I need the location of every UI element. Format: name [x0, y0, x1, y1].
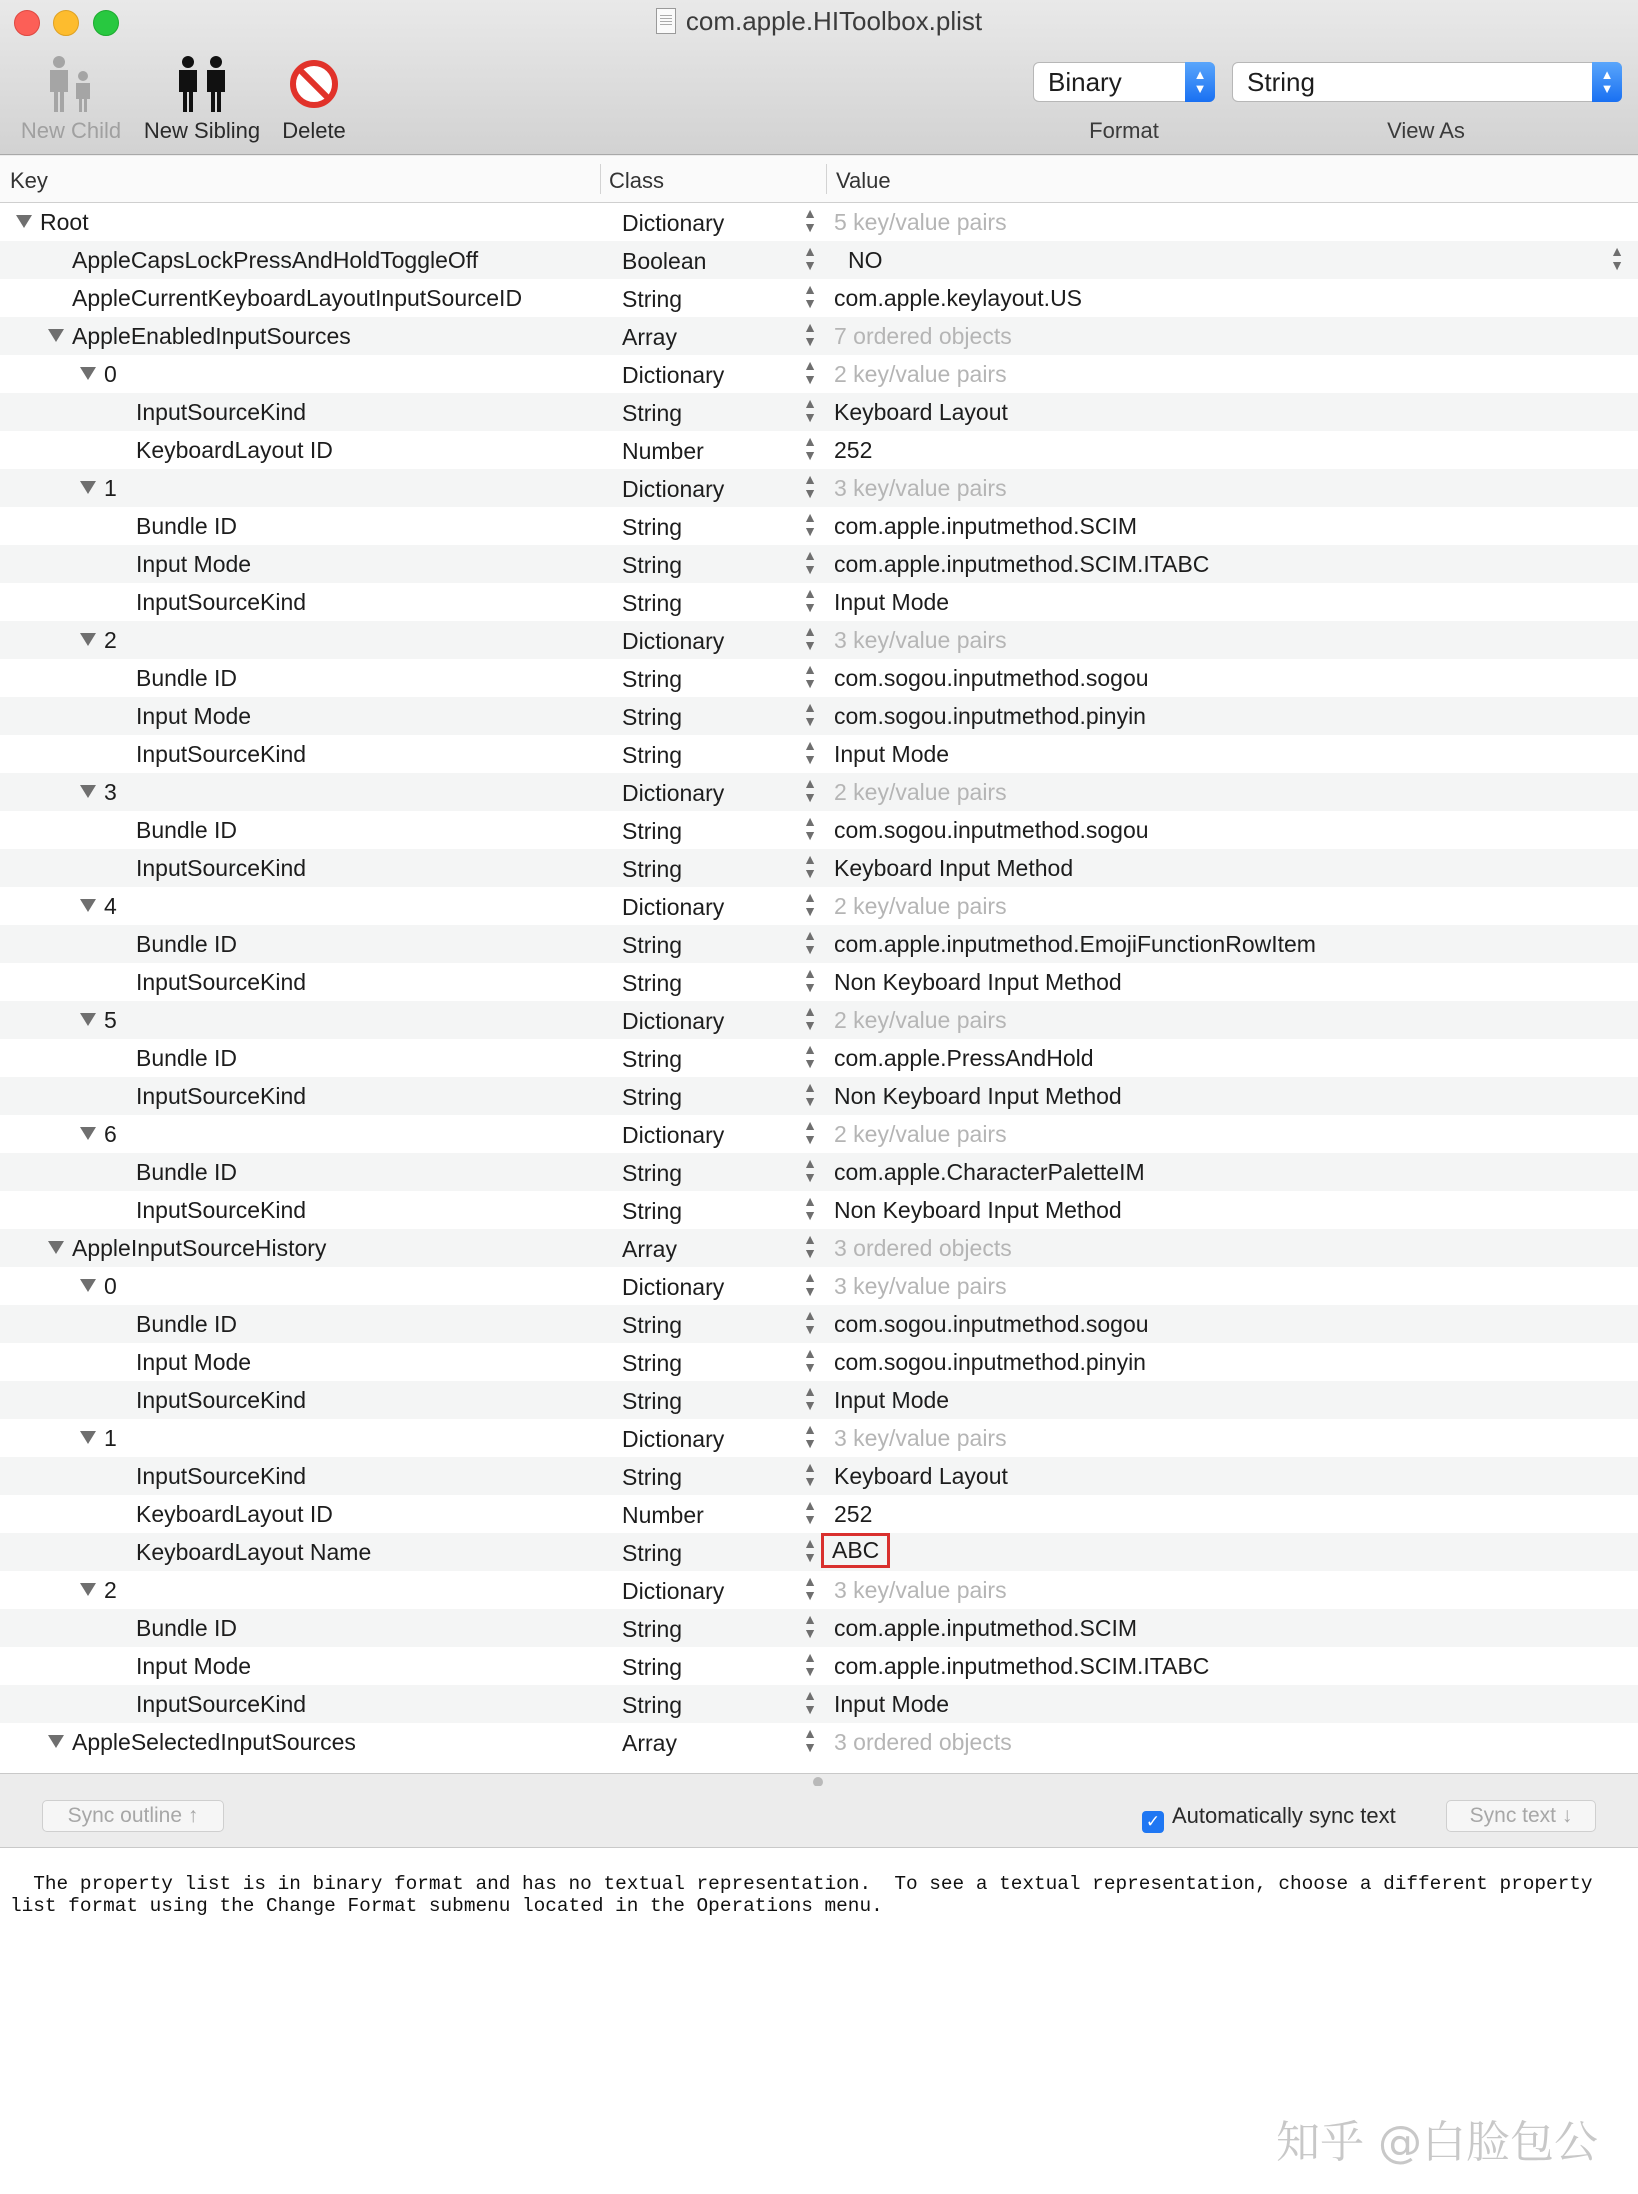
row-value[interactable]: com.sogou.inputmethod.sogou [834, 817, 1149, 843]
row-class: String [622, 818, 683, 844]
disclosure-triangle-icon[interactable] [80, 785, 96, 798]
row-value[interactable]: Keyboard Input Method [834, 855, 1074, 881]
new-sibling-icon [138, 50, 266, 118]
row-value: 3 key/value pairs [834, 1577, 1007, 1603]
row-key: InputSourceKind [136, 855, 307, 881]
new-child-icon [10, 50, 132, 118]
row-key: 4 [104, 893, 117, 919]
outline-row[interactable] [0, 1229, 1638, 1267]
outline-row[interactable] [0, 963, 1638, 1001]
outline-row[interactable] [0, 1495, 1638, 1533]
class-stepper-icon[interactable]: ▲ ▼ [803, 1269, 817, 1299]
outline-row[interactable] [0, 469, 1638, 507]
document-icon [656, 8, 676, 34]
format-value: Binary [1048, 67, 1122, 97]
outline-rows [0, 203, 1638, 1761]
row-class: String [622, 704, 683, 730]
class-stepper-icon[interactable]: ▲ ▼ [803, 205, 817, 235]
class-stepper-icon[interactable]: ▲ ▼ [803, 965, 817, 995]
class-stepper-icon[interactable]: ▲ ▼ [803, 1231, 817, 1261]
row-key: Bundle ID [136, 1045, 238, 1071]
row-class: Number [622, 1502, 704, 1528]
class-stepper-icon[interactable]: ▲ ▼ [803, 319, 817, 349]
outline-row[interactable] [0, 659, 1638, 697]
row-value[interactable]: 252 [834, 437, 873, 463]
view-as-popup[interactable] [1232, 62, 1622, 102]
row-value[interactable]: com.apple.inputmethod.SCIM [834, 513, 1137, 539]
outline-row[interactable] [0, 431, 1638, 469]
row-value[interactable]: com.apple.PressAndHold [834, 1045, 1094, 1071]
row-key: InputSourceKind [136, 1463, 307, 1489]
outline-row[interactable] [0, 317, 1638, 355]
outline-row[interactable] [0, 1685, 1638, 1723]
row-key: InputSourceKind [136, 399, 307, 425]
outline-row[interactable] [0, 887, 1638, 925]
class-stepper-icon[interactable]: ▲ ▼ [803, 851, 817, 881]
plist-text-content: The property list is in binary format and has no textual representation. To see a textual representation, choose a different property list format using the Change Format submenu located in the Operations menu. [10, 1873, 1593, 1917]
row-class: String [622, 856, 683, 882]
class-stepper-icon[interactable]: ▲ ▼ [803, 699, 817, 729]
column-divider[interactable] [826, 164, 827, 194]
class-stepper-icon[interactable]: ▲ ▼ [803, 1307, 817, 1337]
row-class: String [622, 742, 683, 768]
row-class: Boolean [622, 248, 707, 274]
row-value[interactable]: com.apple.inputmethod.SCIM.ITABC [834, 551, 1210, 577]
class-stepper-icon[interactable]: ▲ ▼ [803, 395, 817, 425]
row-key: InputSourceKind [136, 969, 307, 995]
column-header-key[interactable]: Key [10, 168, 48, 193]
disclosure-triangle-icon[interactable] [80, 899, 96, 912]
class-stepper-icon[interactable]: ▲ ▼ [803, 1193, 817, 1223]
class-stepper-icon[interactable]: ▲ ▼ [803, 1079, 817, 1109]
row-class: String [622, 1198, 683, 1224]
row-value[interactable]: com.apple.keylayout.US [834, 285, 1083, 311]
row-key: InputSourceKind [136, 1387, 307, 1413]
row-class: String [622, 552, 683, 578]
row-key: 6 [104, 1121, 117, 1147]
row-key: InputSourceKind [136, 1197, 307, 1223]
outline-row[interactable] [0, 241, 1638, 279]
row-value[interactable]: Keyboard Layout [834, 1463, 1008, 1489]
row-value: 3 ordered objects [834, 1235, 1012, 1261]
disclosure-triangle-icon[interactable] [80, 633, 96, 646]
row-value[interactable]: com.sogou.inputmethod.pinyin [834, 703, 1146, 729]
row-value[interactable]: Keyboard Layout [834, 399, 1008, 425]
outline-row[interactable] [0, 1533, 1638, 1571]
row-key: Root [40, 209, 89, 235]
row-key: Bundle ID [136, 1615, 238, 1641]
row-class: Dictionary [622, 362, 725, 388]
row-class: String [622, 514, 683, 540]
row-value[interactable]: Input Mode [834, 1387, 950, 1413]
class-stepper-icon[interactable]: ▲ ▼ [803, 585, 817, 615]
column-header-value[interactable]: Value [836, 168, 891, 193]
disclosure-triangle-icon[interactable] [80, 481, 96, 494]
outline-row[interactable] [0, 1191, 1638, 1229]
class-stepper-icon[interactable]: ▲ ▼ [803, 1383, 817, 1413]
row-class: String [622, 1160, 683, 1186]
row-class: Dictionary [622, 1426, 725, 1452]
row-class: String [622, 1540, 683, 1566]
row-key: Input Mode [136, 1653, 252, 1679]
row-key: 0 [104, 1273, 117, 1299]
outline-row[interactable] [0, 203, 1638, 241]
outline-row[interactable] [0, 1647, 1638, 1685]
class-stepper-icon[interactable]: ▲ ▼ [803, 1535, 817, 1565]
row-key: KeyboardLayout ID [136, 437, 333, 463]
window-title [0, 6, 1638, 37]
row-class: String [622, 666, 683, 692]
plist-outline[interactable] [0, 156, 1638, 1773]
outline-row[interactable] [0, 697, 1638, 735]
row-value[interactable]: com.apple.CharacterPaletteIM [834, 1159, 1145, 1185]
disclosure-triangle-icon[interactable] [48, 1735, 64, 1748]
row-key: InputSourceKind [136, 589, 307, 615]
row-class: String [622, 932, 683, 958]
row-value[interactable]: com.apple.inputmethod.EmojiFunctionRowItem [834, 931, 1316, 957]
checkmark-icon[interactable]: ✓ [1142, 1811, 1164, 1833]
row-value[interactable]: NO [848, 247, 883, 273]
outline-row[interactable] [0, 1457, 1638, 1495]
row-class: Dictionary [622, 476, 725, 502]
outline-row[interactable] [0, 1723, 1638, 1761]
outline-row[interactable] [0, 773, 1638, 811]
row-class: Dictionary [622, 628, 725, 654]
row-value[interactable]: Input Mode [834, 1691, 950, 1717]
row-class: Dictionary [622, 1274, 725, 1300]
column-divider[interactable] [600, 164, 601, 194]
row-key: Bundle ID [136, 817, 238, 843]
class-stepper-icon[interactable]: ▲ ▼ [803, 471, 817, 501]
row-key: Bundle ID [136, 1159, 238, 1185]
outline-row[interactable] [0, 1343, 1638, 1381]
class-stepper-icon[interactable]: ▲ ▼ [803, 1687, 817, 1717]
outline-row[interactable] [0, 1115, 1638, 1153]
row-key: Bundle ID [136, 665, 238, 691]
row-key: AppleCapsLockPressAndHoldToggleOff [72, 247, 479, 273]
row-value[interactable]: Non Keyboard Input Method [834, 1197, 1122, 1223]
row-class: String [622, 1616, 683, 1642]
outline-row[interactable] [0, 1077, 1638, 1115]
class-stepper-icon[interactable]: ▲ ▼ [803, 547, 817, 577]
disclosure-triangle-icon[interactable] [80, 1583, 96, 1596]
class-stepper-icon[interactable]: ▲ ▼ [803, 623, 817, 653]
row-value: 3 key/value pairs [834, 475, 1007, 501]
row-key: AppleSelectedInputSources [72, 1729, 356, 1755]
outline-row[interactable] [0, 583, 1638, 621]
row-class: String [622, 1046, 683, 1072]
delete-button[interactable] [272, 50, 356, 144]
disclosure-triangle-icon[interactable] [80, 1013, 96, 1026]
outline-row[interactable] [0, 1153, 1638, 1191]
value-popup-icon[interactable]: ▲ ▼ [1610, 243, 1624, 273]
row-class: String [622, 1312, 683, 1338]
row-key: Bundle ID [136, 513, 238, 539]
row-key: InputSourceKind [136, 1691, 307, 1717]
class-stepper-icon[interactable]: ▲ ▼ [803, 1611, 817, 1641]
class-stepper-icon[interactable]: ▲ ▼ [803, 509, 817, 539]
row-key: 1 [104, 475, 117, 501]
row-key: Bundle ID [136, 931, 238, 957]
class-stepper-icon[interactable]: ▲ ▼ [803, 243, 817, 273]
row-class: Array [622, 1730, 677, 1756]
row-value[interactable]: com.sogou.inputmethod.sogou [834, 665, 1149, 691]
view-as-label: View As [1387, 118, 1465, 143]
row-class: String [622, 1654, 683, 1680]
row-value: 2 key/value pairs [834, 1007, 1007, 1033]
column-header-class[interactable]: Class [609, 168, 665, 193]
plist-text-area[interactable] [0, 1848, 1638, 2194]
class-stepper-icon[interactable]: ▲ ▼ [803, 889, 817, 919]
row-class: Array [622, 1236, 677, 1262]
outline-row[interactable] [0, 507, 1638, 545]
class-stepper-icon[interactable]: ▲ ▼ [803, 1649, 817, 1679]
row-value: 3 key/value pairs [834, 1273, 1007, 1299]
outline-row[interactable] [0, 1609, 1638, 1647]
new-sibling-label: New Sibling [143, 118, 261, 143]
row-value: 5 key/value pairs [834, 209, 1007, 235]
outline-row[interactable] [0, 545, 1638, 583]
row-key: 5 [104, 1007, 117, 1033]
row-class: String [622, 400, 683, 426]
outline-row[interactable] [0, 1381, 1638, 1419]
row-class: String [622, 1084, 683, 1110]
row-key: KeyboardLayout ID [136, 1501, 333, 1527]
popup-arrows-icon: ▲ ▼ [1185, 62, 1215, 102]
row-value[interactable]: 252 [834, 1501, 873, 1527]
row-key: 1 [104, 1425, 117, 1451]
disclosure-triangle-icon[interactable] [80, 1127, 96, 1140]
row-value[interactable]: com.sogou.inputmethod.sogou [834, 1311, 1149, 1337]
row-value[interactable]: com.sogou.inputmethod.pinyin [834, 1349, 1146, 1375]
row-value: 2 key/value pairs [834, 1121, 1007, 1147]
outline-row[interactable] [0, 1571, 1638, 1609]
class-stepper-icon[interactable]: ▲ ▼ [803, 813, 817, 843]
popup-arrows-icon: ▲ ▼ [1592, 62, 1622, 102]
class-stepper-icon[interactable]: ▲ ▼ [803, 1725, 817, 1755]
row-key: Bundle ID [136, 1311, 238, 1337]
outline-row[interactable] [0, 1001, 1638, 1039]
disclosure-triangle-icon[interactable] [80, 1279, 96, 1292]
row-value[interactable]: Non Keyboard Input Method [834, 1083, 1122, 1109]
row-key: InputSourceKind [136, 741, 307, 767]
row-value[interactable]: Non Keyboard Input Method [834, 969, 1122, 995]
row-class: Dictionary [622, 780, 725, 806]
outline-row[interactable] [0, 279, 1638, 317]
new-sibling-button[interactable] [138, 50, 266, 144]
row-key: 2 [104, 627, 117, 653]
row-key: Input Mode [136, 551, 252, 577]
row-value: 3 key/value pairs [834, 627, 1007, 653]
outline-row[interactable] [0, 849, 1638, 887]
class-stepper-icon[interactable]: ▲ ▼ [803, 737, 817, 767]
text-pane-toolbar [0, 1786, 1638, 1848]
disclosure-triangle-icon[interactable] [48, 329, 64, 342]
row-class: Dictionary [622, 894, 725, 920]
row-key: AppleInputSourceHistory [72, 1235, 327, 1261]
row-key: AppleCurrentKeyboardLayoutInputSourceID [72, 285, 523, 311]
row-key: InputSourceKind [136, 1083, 307, 1109]
class-stepper-icon[interactable]: ▲ ▼ [803, 1573, 817, 1603]
class-stepper-icon[interactable]: ▲ ▼ [803, 1117, 817, 1147]
window-titlebar [0, 0, 1638, 155]
class-stepper-icon[interactable]: ▲ ▼ [803, 433, 817, 463]
row-value[interactable]: Input Mode [834, 589, 950, 615]
row-class: Array [622, 324, 677, 350]
sync-outline-button[interactable]: Sync outline ↑ [42, 1800, 224, 1832]
class-stepper-icon[interactable]: ▲ ▼ [803, 1345, 817, 1375]
outline-row[interactable] [0, 811, 1638, 849]
new-child-label: New Child [20, 118, 122, 143]
row-class: Number [622, 438, 704, 464]
row-value[interactable]: com.apple.inputmethod.SCIM.ITABC [834, 1653, 1210, 1679]
row-value: 3 ordered objects [834, 1729, 1012, 1755]
delete-icon [272, 50, 356, 118]
new-child-button[interactable] [10, 50, 132, 144]
row-key: Input Mode [136, 1349, 252, 1375]
row-class: String [622, 1464, 683, 1490]
row-class: String [622, 1388, 683, 1414]
class-stepper-icon[interactable]: ▲ ▼ [803, 1041, 817, 1071]
outline-row[interactable] [0, 1039, 1638, 1077]
split-view-divider[interactable] [0, 1773, 1638, 1786]
outline-row[interactable] [0, 1419, 1638, 1457]
class-stepper-icon[interactable]: ▲ ▼ [803, 927, 817, 957]
row-class: String [622, 286, 683, 312]
outline-row[interactable] [0, 621, 1638, 659]
class-stepper-icon[interactable]: ▲ ▼ [803, 1459, 817, 1489]
format-label: Format [1089, 118, 1159, 143]
class-stepper-icon[interactable]: ▲ ▼ [803, 1421, 817, 1451]
row-value: 7 ordered objects [834, 323, 1012, 349]
row-class: String [622, 590, 683, 616]
view-as-value: String [1247, 67, 1315, 97]
class-stepper-icon[interactable]: ▲ ▼ [803, 1003, 817, 1033]
format-popup[interactable] [1033, 62, 1215, 102]
row-value: 2 key/value pairs [834, 893, 1007, 919]
outline-row[interactable] [0, 735, 1638, 773]
row-value-highlighted[interactable]: ABC [824, 1536, 887, 1565]
row-value: 2 key/value pairs [834, 779, 1007, 805]
row-key: Input Mode [136, 703, 252, 729]
outline-header [0, 156, 1638, 203]
sync-text-button[interactable]: Sync text ↓ [1446, 1800, 1596, 1832]
row-class: Dictionary [622, 1122, 725, 1148]
class-stepper-icon[interactable]: ▲ ▼ [803, 1497, 817, 1527]
disclosure-triangle-icon[interactable] [80, 367, 96, 380]
row-class: Dictionary [622, 1578, 725, 1604]
row-value: 2 key/value pairs [834, 361, 1007, 387]
window-title-text: com.apple.HIToolbox.plist [685, 6, 983, 36]
class-stepper-icon[interactable]: ▲ ▼ [803, 281, 817, 311]
outline-row[interactable] [0, 925, 1638, 963]
row-key: AppleEnabledInputSources [72, 323, 351, 349]
disclosure-triangle-icon[interactable] [80, 1431, 96, 1444]
row-value[interactable]: Input Mode [834, 741, 950, 767]
delete-label: Delete [282, 118, 346, 143]
row-class: String [622, 1692, 683, 1718]
auto-sync-label: Automatically sync text [1172, 1803, 1396, 1828]
row-class: Dictionary [622, 1008, 725, 1034]
watermark: 知乎 @白脸包公 [1276, 2117, 1598, 2168]
class-stepper-icon[interactable]: ▲ ▼ [803, 357, 817, 387]
row-key: KeyboardLayout Name [136, 1539, 372, 1565]
row-key: 2 [104, 1577, 117, 1603]
row-key: 3 [104, 779, 117, 805]
outline-row[interactable] [0, 1267, 1638, 1305]
row-class: Dictionary [622, 210, 725, 236]
outline-row[interactable] [0, 393, 1638, 431]
row-class: String [622, 970, 683, 996]
row-key: 0 [104, 361, 117, 387]
disclosure-triangle-icon[interactable] [48, 1241, 64, 1254]
row-value: 3 key/value pairs [834, 1425, 1007, 1451]
disclosure-triangle-icon[interactable] [16, 215, 32, 228]
class-stepper-icon[interactable]: ▲ ▼ [803, 775, 817, 805]
row-class: String [622, 1350, 683, 1376]
outline-row[interactable] [0, 355, 1638, 393]
row-value[interactable]: com.apple.inputmethod.SCIM [834, 1615, 1137, 1641]
class-stepper-icon[interactable]: ▲ ▼ [803, 1155, 817, 1185]
auto-sync-checkbox[interactable] [1142, 1803, 1396, 1833]
outline-row[interactable] [0, 1305, 1638, 1343]
class-stepper-icon[interactable]: ▲ ▼ [803, 661, 817, 691]
